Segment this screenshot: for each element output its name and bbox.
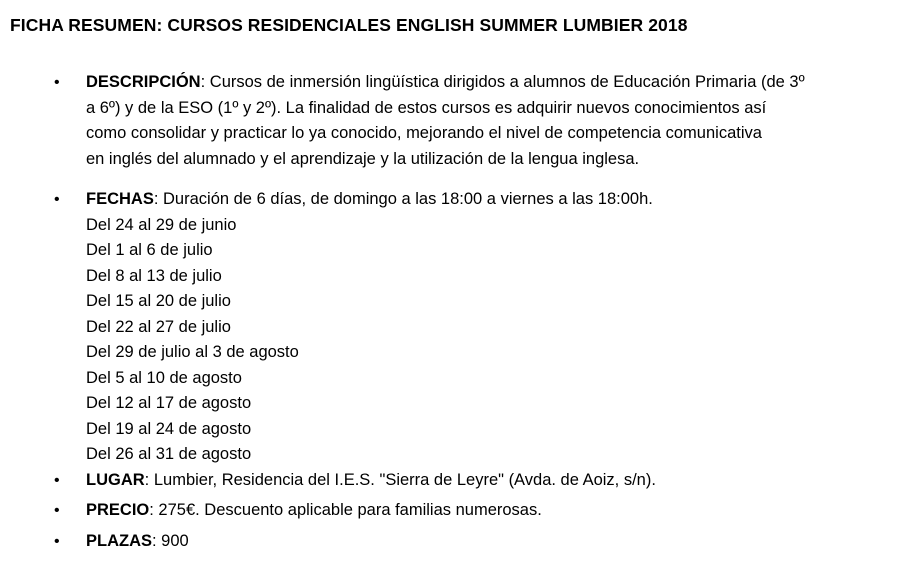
precio-content (86, 498, 876, 524)
date-item: Del 24 al 29 de junio (86, 215, 237, 234)
descripcion-line-2: a 6º) y de la ESO (1º y 2º). La finalidad de estos cursos es adquirir nuevos conocimientos así (86, 98, 767, 117)
date-item: Del 29 de julio al 3 de agosto (86, 343, 299, 361)
document-title: FICHA RESUMEN: CURSOS RESIDENCIALES ENGLISH SUMMER LUMBIER 2018 (10, 15, 688, 35)
bullet-icon: • (54, 502, 60, 519)
date-list (86, 213, 876, 468)
plazas-label: PLAZAS (86, 532, 152, 550)
fechas-label: FECHAS (86, 190, 154, 208)
fechas-content (86, 187, 876, 468)
fechas-line (86, 187, 876, 213)
date-item: Del 19 al 24 de agosto (86, 419, 252, 438)
plazas-content (86, 529, 876, 555)
date-item: Del 12 al 17 de agosto (86, 394, 252, 412)
lugar-line (86, 468, 876, 494)
date-item: Del 5 al 10 de agosto (86, 368, 242, 387)
descripcion-line-4: en inglés del alumnado y el aprendizaje y la utilización de la lengua inglesa. (86, 149, 640, 168)
descripcion-line-3: como consolidar y practicar lo ya conocido, mejorando el nivel de competencia comunicativa (86, 124, 762, 142)
date-item: Del 1 al 6 de julio (86, 241, 213, 259)
date-item: Del 22 al 27 de julio (86, 317, 231, 336)
date-item: Del 26 al 31 de agosto (86, 445, 252, 463)
descripcion-line-1 (86, 70, 876, 96)
precio-label: PRECIO (86, 501, 150, 519)
descripcion-label: DESCRIPCIÓN (86, 73, 201, 91)
plazas-text: : 900 (152, 532, 189, 550)
date-item: Del 15 al 20 de julio (86, 292, 231, 310)
bullet-icon: • (54, 191, 60, 208)
descripcion-content (86, 70, 876, 172)
plazas-line (86, 529, 876, 555)
lugar-content (86, 468, 876, 494)
descripcion-text-1: : Cursos de inmersión lingüística dirigidos a alumnos de Educación Primaria (de 3º (200, 73, 805, 91)
lugar-label: LUGAR (86, 471, 145, 489)
precio-line (86, 498, 876, 524)
fechas-text: : Duración de 6 días, de domingo a las 18:00 a viernes a las 18:00h. (153, 190, 653, 208)
bullet-icon: • (54, 74, 60, 91)
bullet-icon: • (54, 472, 60, 489)
bullet-icon: • (54, 533, 60, 550)
date-item: Del 8 al 13 de julio (86, 266, 222, 285)
lugar-text: : Lumbier, Residencia del I.E.S. "Sierra de Leyre" (Avda. de Aoiz, s/n). (144, 471, 656, 489)
precio-text: : 275€. Descuento aplicable para familias numerosas. (149, 501, 542, 519)
